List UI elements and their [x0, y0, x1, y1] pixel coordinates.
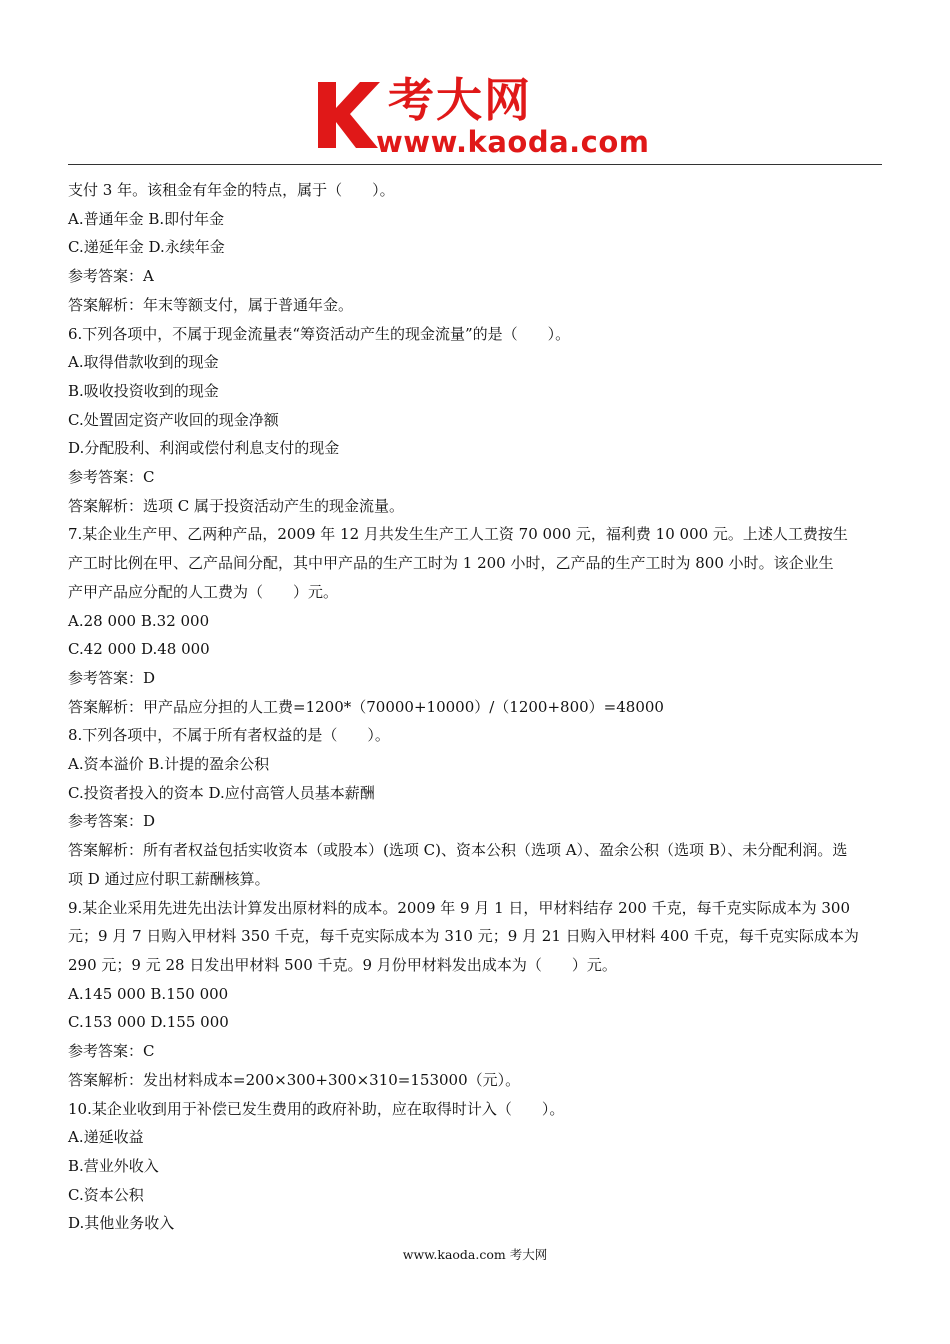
- option-line: B.吸收投资收到的现金: [68, 381, 219, 400]
- option-line: A.取得借款收到的现金: [68, 353, 219, 372]
- page-header: [0, 0, 950, 170]
- option-line: A.递延收益: [68, 1128, 144, 1147]
- option-line: C.处置固定资产收回的现金净额: [68, 410, 279, 429]
- option-line: C.42 000 D.48 000: [68, 640, 210, 659]
- reference-answer: 参考答案：C: [68, 468, 155, 487]
- reference-answer: 参考答案：D: [68, 668, 156, 687]
- question-7-cont: 产工时比例在甲、乙产品间分配，其中甲产品的生产工时为 1 200 小时，乙产品的生产工时为 800 小时。该企业生: [68, 554, 834, 573]
- header-divider: [68, 164, 882, 165]
- option-line: A.普通年金 B.即付年金: [68, 209, 225, 228]
- answer-explanation: 答案解析：选项 C 属于投资活动产生的现金流量。: [68, 496, 405, 515]
- kaoda-logo-k-icon: [316, 78, 382, 150]
- reference-answer: 参考答案：C: [68, 1042, 155, 1061]
- logo-url: www.kaoda.com: [376, 125, 650, 159]
- question-9-cont: 元；9 月 7 日购入甲材料 350 千克，每千克实际成本为 310 元；9 月 21 日购入甲材料 400 千克，每千克实际成本为: [68, 927, 859, 946]
- option-line: B.营业外收入: [68, 1156, 159, 1175]
- option-line: C.153 000 D.155 000: [68, 1013, 229, 1032]
- question-9: 9.某企业采用先进先出法计算发出原材料的成本。2009 年 9 月 1 日，甲材料结存 200 千克，每千克实际成本为 300: [68, 898, 850, 917]
- reference-answer: 参考答案：D: [68, 812, 156, 831]
- option-line: A.28 000 B.32 000: [68, 611, 210, 630]
- option-line: D.分配股利、利润或偿付利息支付的现金: [68, 439, 340, 458]
- question-8: 8.下列各项中，不属于所有者权益的是（ ）。: [68, 726, 390, 745]
- option-line: C.投资者投入的资本 D.应付高管人员基本薪酬: [68, 783, 375, 802]
- question-6: 6.下列各项中，不属于现金流量表“筹资活动产生的现金流量”的是（ ）。: [68, 324, 571, 343]
- question-10: 10.某企业收到用于补偿已发生费用的政府补助，应在取得时计入（ ）。: [68, 1099, 565, 1118]
- question-9-cont: 290 元；9 元 28 日发出甲材料 500 千克。9 月份甲材料发出成本为（ ）元。: [68, 955, 617, 974]
- answer-explanation: 答案解析：甲产品应分担的人工费=1200*（70000+10000）/（1200+800）=48000: [68, 697, 664, 716]
- option-line: D.其他业务收入: [68, 1214, 175, 1233]
- option-line: C.递延年金 D.永续年金: [68, 238, 225, 257]
- option-line: C.资本公积: [68, 1185, 144, 1204]
- answer-explanation: 答案解析：所有者权益包括实收资本（或股本）(选项 C)、资本公积（选项 A）、盈余公积（选项 B）、未分配利润。选: [68, 841, 848, 860]
- answer-explanation: 答案解析：年末等额支付，属于普通年金。: [68, 295, 354, 314]
- logo-chinese-name: 考大网: [388, 73, 532, 127]
- option-line: A.资本溢价 B.计提的盈余公积: [68, 755, 270, 774]
- question-7-cont: 产甲产品应分配的人工费为（ ）元。: [68, 582, 339, 601]
- option-line: A.145 000 B.150 000: [68, 984, 229, 1003]
- page-footer: www.kaoda.com 考大网: [402, 1247, 548, 1262]
- answer-explanation-cont: 项 D 通过应付职工薪酬核算。: [68, 869, 270, 888]
- document-body: [68, 176, 883, 1238]
- text-line: 支付 3 年。该租金有年金的特点，属于（ ）。: [68, 181, 395, 199]
- question-7: 7.某企业生产甲、乙两种产品，2009 年 12 月共发生生产工人工资 70 000 元，福利费 10 000 元。上述人工费按生: [68, 525, 848, 544]
- answer-explanation: 答案解析：发出材料成本=200×300+300×310=153000（元）。: [68, 1070, 521, 1089]
- reference-answer: 参考答案：A: [68, 267, 154, 286]
